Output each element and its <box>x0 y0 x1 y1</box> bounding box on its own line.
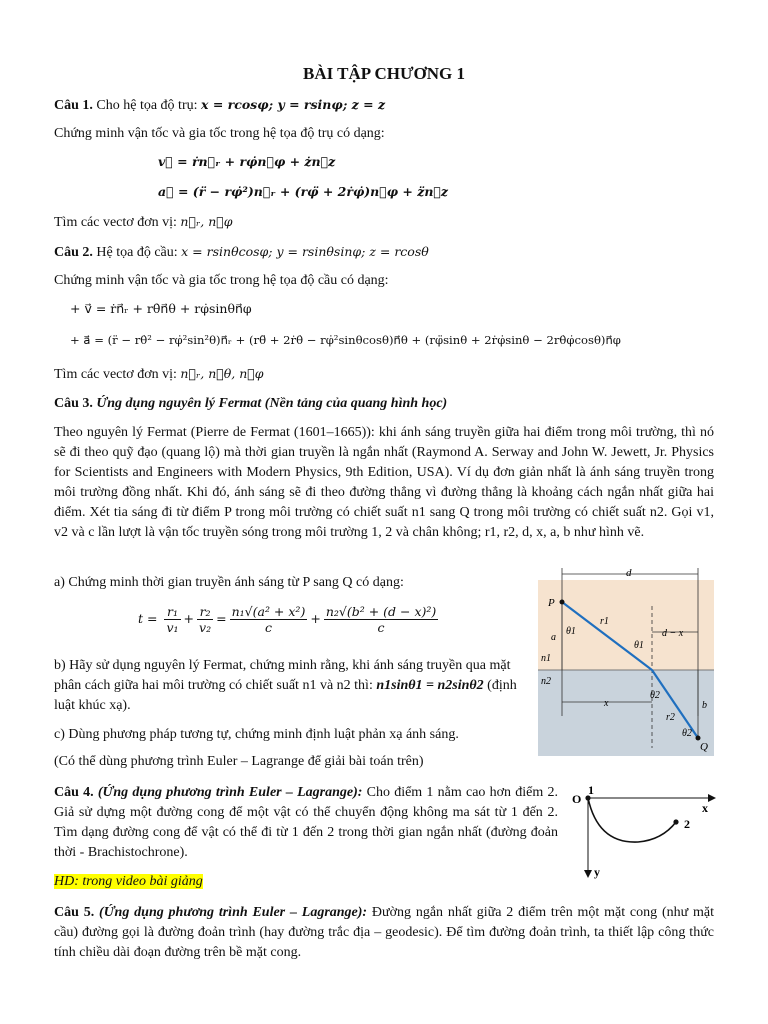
label-point-2: 2 <box>684 817 690 831</box>
frac-c2: c <box>377 620 385 635</box>
label-d: d <box>626 567 632 579</box>
fraction-r2-v2 <box>197 604 213 635</box>
fraction-n1 <box>230 604 308 635</box>
q3-part-b-note: (định luật khúc xạ). <box>54 678 517 713</box>
label-o: O <box>572 792 582 806</box>
label-y-axis: y <box>594 865 600 879</box>
q3-part-a: a) Chứng minh thời gian truyền ánh sáng từ P sang Q có dạng: <box>54 575 404 590</box>
snell-law: n1sinθ1 = n2sinθ2 <box>376 678 484 693</box>
label-b: b <box>702 700 707 711</box>
q1-coords: x = rcosφ; y = rsinφ; z = z <box>201 97 386 112</box>
label-n2: n2 <box>541 676 551 687</box>
point-p <box>560 600 565 605</box>
q3-part-c: c) Dùng phương pháp tương tự, chứng minh định luật phản xạ ánh sáng. <box>54 727 459 742</box>
q1-find-text: Tìm các vectơ đơn vị: <box>54 215 177 230</box>
q4-text <box>54 783 558 863</box>
medium-1-region <box>538 580 714 670</box>
frac-v2: v₂ <box>199 620 212 635</box>
label-a: a <box>551 632 556 643</box>
medium-2-region <box>538 670 714 756</box>
label-theta1-p: θ1 <box>566 626 576 637</box>
label-theta2-q: θ2 <box>682 728 692 739</box>
q2-find <box>54 364 714 385</box>
q3-heading <box>54 394 714 414</box>
q4-heading: (Ứng dụng phương trình Euler – Lagrange): <box>97 785 363 800</box>
frac-num1: n₁√(a² + x²) <box>231 604 306 619</box>
q2-prove: Chứng minh vận tốc và gia tốc trong hệ tọa độ cầu có dạng: <box>54 273 389 288</box>
q3-time-formula: t = $\frac{\text{r₁}}{\text{v₁}}$ + $\frac{\text{r₂}}{\text{v₂}}$ = $\frac{\text{n₁√(a² + x²)}}{c}$ + $\frac{\text{n₂√(b² + (d − x)²)}}{c}$ <box>138 604 437 635</box>
label-p: P <box>548 597 555 609</box>
label-r1: r1 <box>600 616 609 627</box>
label-n1: n1 <box>541 653 551 664</box>
label-theta2-interface: θ2 <box>650 690 660 701</box>
frac-v1: v₁ <box>166 620 179 635</box>
q3-part-b-text: b) Hãy sử dụng nguyên lý Fermat, chứng minh rằng, khi ánh sáng truyền qua mặt phân cách giữa hai môi trường có chiết suất n1 và n2 thì: <box>54 658 511 693</box>
frac-num2: n₂√(b² + (d − x)²) <box>325 604 437 619</box>
q2-coords: x = rsinθcosφ; y = rsinθsinφ; z = rcosθ <box>181 244 429 259</box>
point-2 <box>673 819 678 824</box>
frac-r2: r₂ <box>197 604 213 620</box>
label-x-axis: x <box>702 801 708 815</box>
formula-t: t = <box>138 611 158 626</box>
brachistochrone-curve <box>588 798 676 842</box>
q4-hint-row <box>54 872 203 892</box>
q3-heading-text: Ứng dụng nguyên lý Fermat (Nền tảng của quang hình học) <box>96 396 448 411</box>
y-axis-arrow <box>584 870 592 878</box>
label-d-minus-x: d − x <box>662 628 684 639</box>
q1-find-vectors: n⃗ᵣ, n⃗φ <box>180 214 233 229</box>
label-theta1-interface: θ1 <box>634 640 644 651</box>
page-title: BÀI TẬP CHƯƠNG 1 <box>303 64 465 83</box>
q5-body: Đường ngắn nhất giữa 2 điểm trên một mặt cong (như mặt cầu) đường gọi là đường đoản trình (hay đường trắc địa – geodesic). Để tìm đường đoản trình, ta thiết lập công thức tính chiều dài đoạn đường trên bề mặt cong. <box>54 905 715 960</box>
label-point-1: 1 <box>588 783 594 797</box>
q2-find-vectors: n⃗ᵣ, n⃗θ, n⃗φ <box>180 366 264 381</box>
fraction-r1-v1 <box>164 604 180 635</box>
q1-intro-text: Cho hệ tọa độ trụ: <box>96 98 198 113</box>
q3-part-b <box>54 656 528 716</box>
q5-label: Câu 5. <box>54 905 95 920</box>
q2-acceleration-equation: + a⃗ = (r̈ − rθ̇² − rφ̇²sin²θ)n⃗ᵣ + (rθ̈ + 2ṙθ̇ − rφ̇²sinθcosθ)n⃗θ + (rφ̈sinθ + 2ṙφ̇sinθ − 2rθ̇φ̇cosθ)n⃗φ <box>70 333 621 347</box>
q1-find <box>54 212 714 233</box>
fraction-n2 <box>324 604 438 635</box>
q2-velocity-equation: + v⃗ = ṙn⃗ᵣ + rθ̇n⃗θ + rφ̇sinθn⃗φ <box>70 301 252 316</box>
q1-velocity-equation: v⃗ = ṙn⃗ᵣ + rφ̇n⃗φ + żn⃗z <box>158 154 336 169</box>
q4-body: Cho điểm 1 nằm cao hơn điểm 2. Giả sử dựng một đường cong để một vật có thể chuyển động không ma sát từ 1 đến 2. Tìm dạng đường cong để vật có thể đi từ 1 đến 2 trong thời gian ngắn nhất (đường đoản thời - Brachistochrone). <box>54 785 559 860</box>
q2-label: Câu 2. <box>54 245 93 260</box>
x-axis-arrow <box>708 794 716 802</box>
q2-intro-text: Hệ tọa độ cầu: <box>96 245 178 260</box>
q2-find-text: Tìm các vectơ đơn vị: <box>54 367 177 382</box>
q3-note: (Có thể dùng phương trình Euler – Lagrange để giải bài toán trên) <box>54 754 424 769</box>
q1-label: Câu 1. <box>54 98 93 113</box>
frac-c1: c <box>264 620 272 635</box>
label-r2: r2 <box>666 712 675 723</box>
label-x: x <box>604 698 609 709</box>
q1-acceleration-equation: a⃗ = (r̈ − rφ̇²)n⃗ᵣ + (rφ̈ + 2ṙφ̇)n⃗φ + z̈n⃗z <box>158 184 449 199</box>
q1-intro <box>54 95 714 116</box>
q4-label: Câu 4. <box>54 785 94 800</box>
q2-intro <box>54 242 714 263</box>
q5-text <box>54 903 714 963</box>
q3-label: Câu 3. <box>54 396 93 411</box>
point-q <box>696 736 701 741</box>
brachistochrone-diagram <box>568 782 718 882</box>
q5-heading: (Ứng dụng phương trình Euler – Lagrange): <box>99 905 368 920</box>
refraction-diagram <box>538 566 714 756</box>
q1-prove: Chứng minh vận tốc và gia tốc trong hệ tọa độ trụ có dạng: <box>54 126 385 141</box>
frac-r1: r₁ <box>164 604 180 620</box>
q3-body: Theo nguyên lý Fermat (Pierre de Fermat (1601–1665)): khi ánh sáng truyền giữa hai điểm trong môi trường, thì nó sẽ đi theo quỹ đạo (quang lộ) mà thời gian truyền là ngắn nhất (Raymond A. Serway and John W. Jewett, Jr. Physics for Scientists and Engineers with Modern Physics, 9th Edition, USA). Ví dụ đơn giản nhất là ánh sáng truyền trong môi trường đồng nhất. Khi đó, ánh sáng sẽ đi theo đường thẳng vì đường thẳng là khoảng cách ngắn nhất giữa hai điểm. Xét tia sáng đi từ điểm P trong môi trường có chiết suất n1 sang Q trong môi trường có chiết suất n2. Gọi v1, v2 và c lần lượt là vận tốc truyền sóng trong môi trường 1, 2 và chân không; r1, r2, d, x, a, b như hình vẽ. <box>54 425 714 540</box>
label-q: Q <box>700 741 708 753</box>
q4-hint: HD: trong video bài giảng <box>54 874 203 889</box>
